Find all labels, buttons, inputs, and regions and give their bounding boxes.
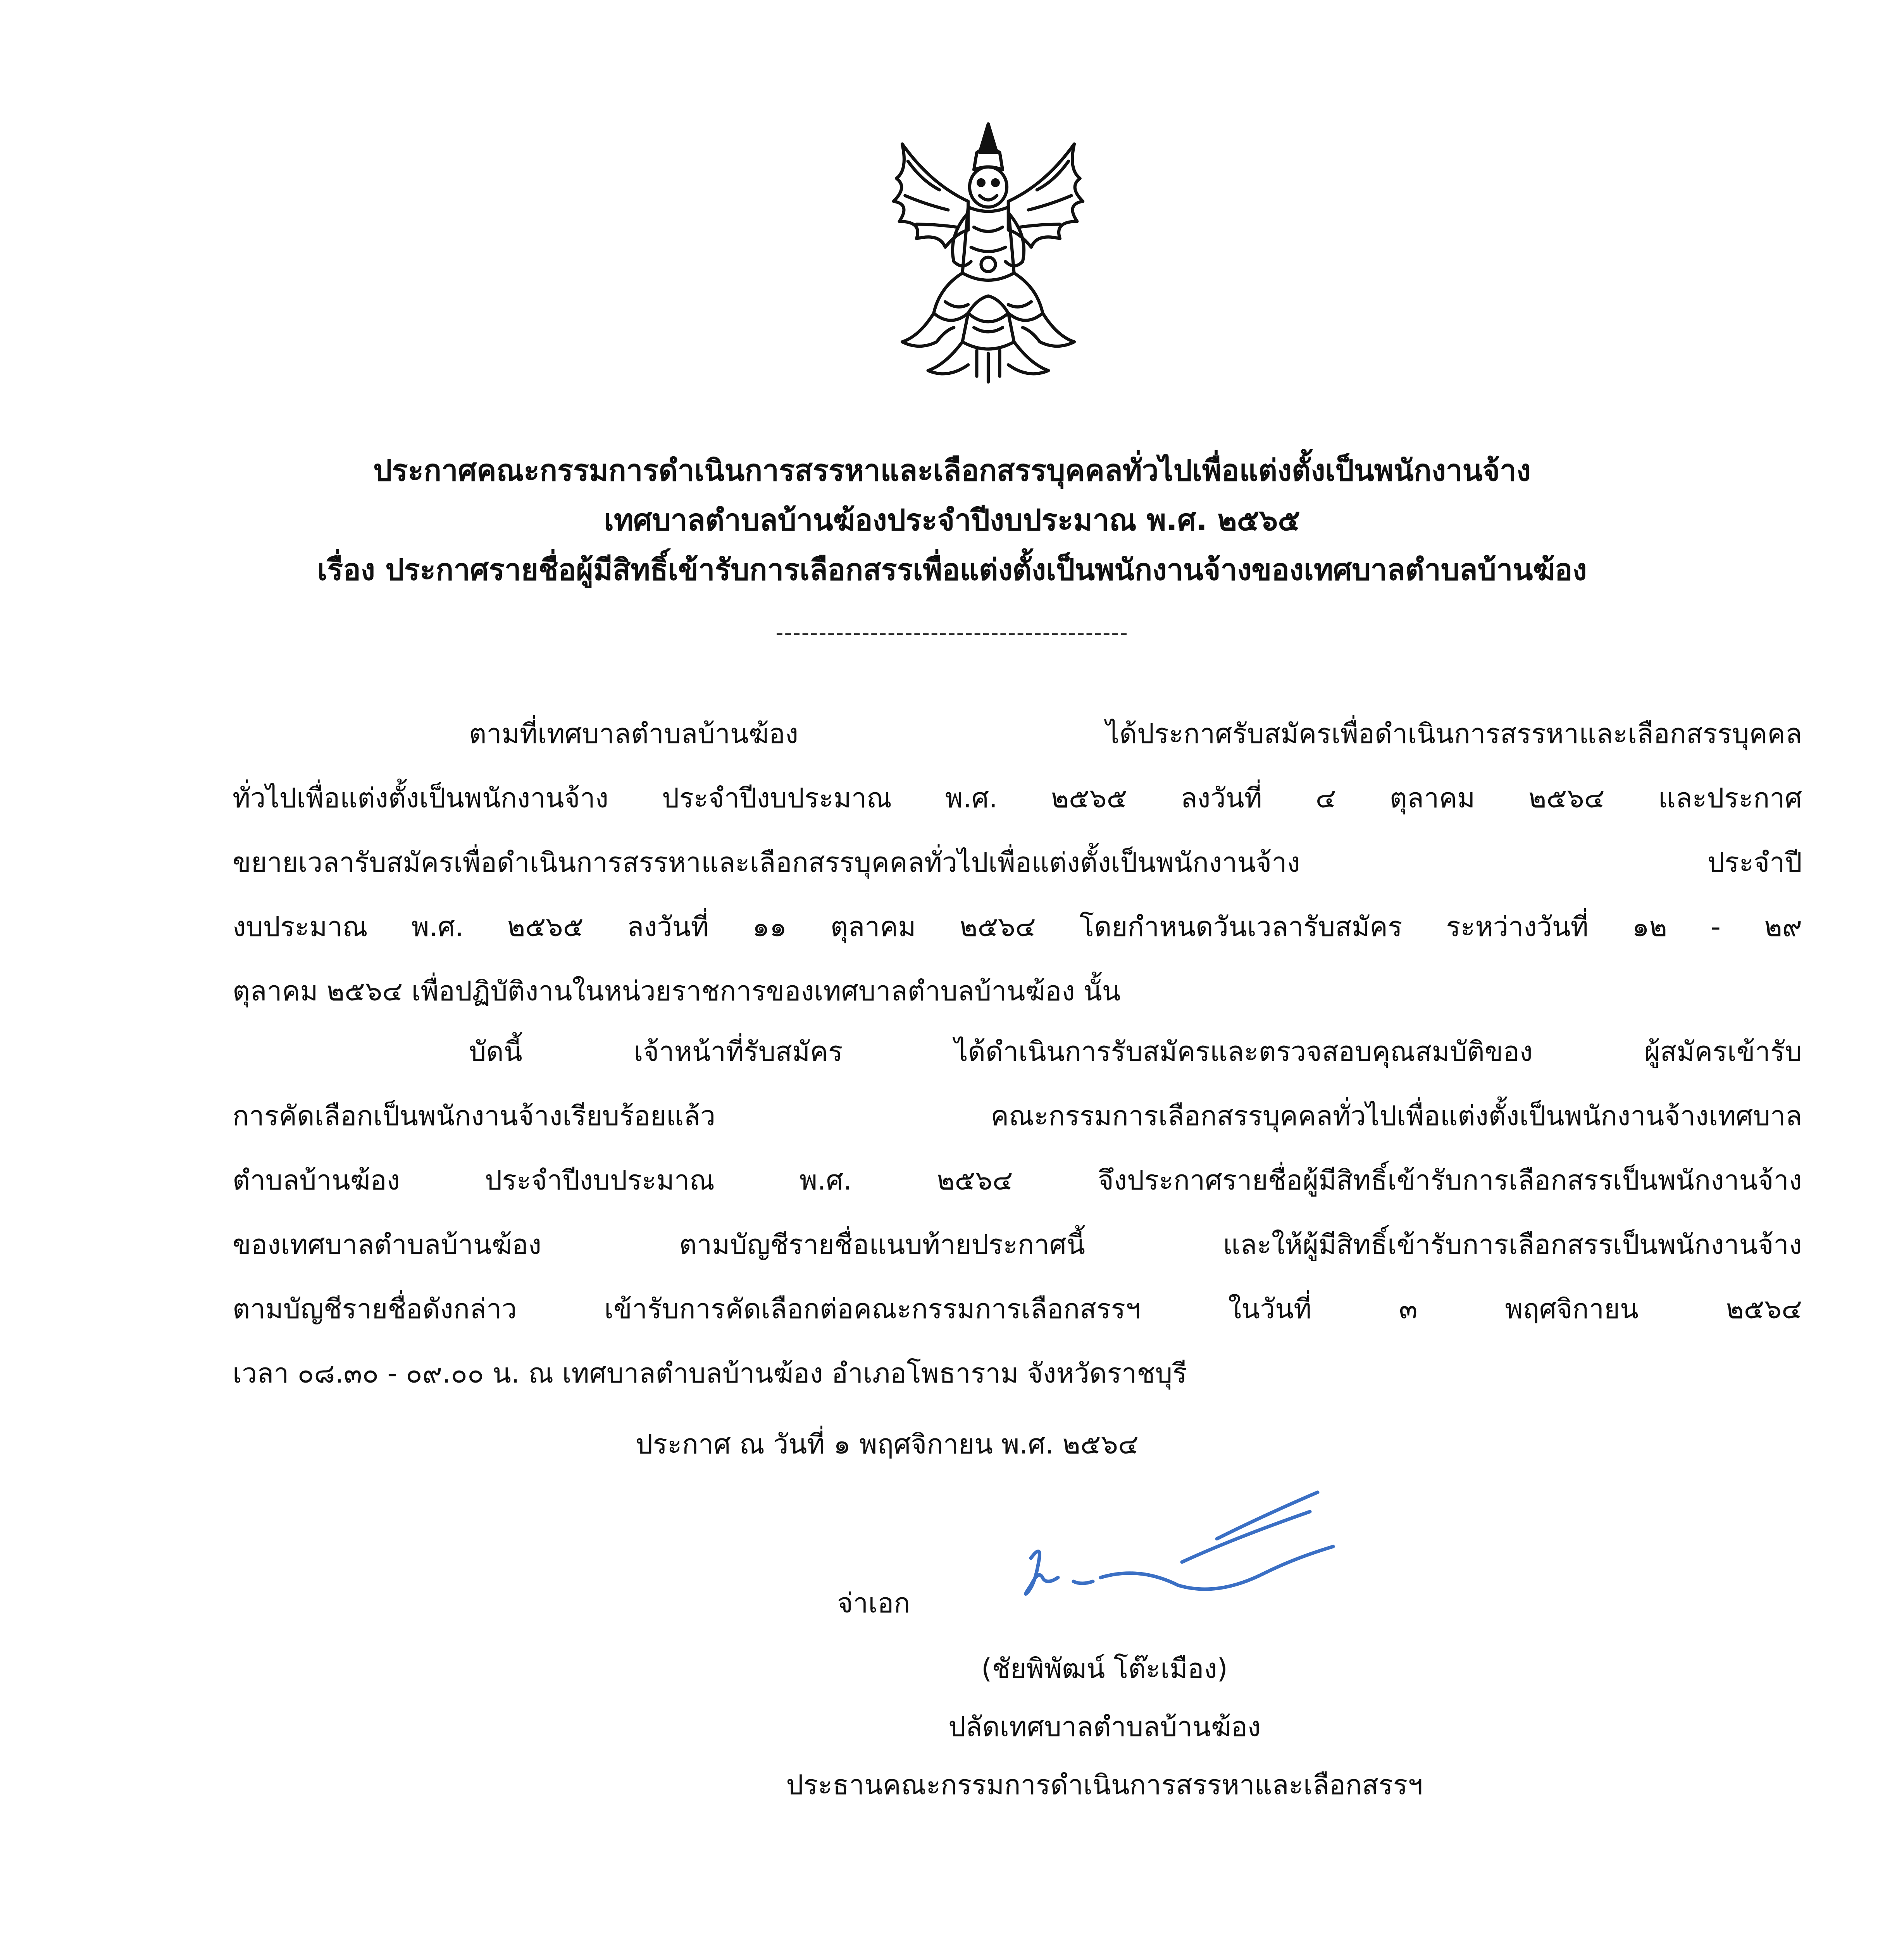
signer-position: ปลัดเทศบาลตำบลบ้านฆ้อง xyxy=(948,1711,1261,1743)
paragraph-2-line: ตามบัญชีรายชื่อดังกล่าว เข้ารับการคัดเลือกต่อคณะกรรมการเลือกสรรฯ ในวันที่ ๓ พฤศจิกายน ๒๕๖๔ xyxy=(233,1293,1802,1325)
title-line-2: เทศบาลตำบลบ้านฆ้องประจำปีงบประมาณ พ.ศ. ๒๕๖๕ xyxy=(604,503,1300,537)
signature-rank: จ่าเอก xyxy=(837,1587,910,1619)
announcement-title xyxy=(0,446,1904,595)
paragraph-2-line: บัดนี้ เจ้าหน้าที่รับสมัคร ได้ดำเนินการรับสมัครและตรวจสอบคุณสมบัติของ ผู้สมัครเข้ารับ xyxy=(469,1036,1802,1067)
signer-name: (ชัยพิพัฒน์ โต๊ะเมือง) xyxy=(981,1653,1228,1685)
title-line-3: เรื่อง ประกาศรายชื่อผู้มีสิทธิ์เข้ารับการเลือกสรรเพื่อแต่งตั้งเป็นพนักงานจ้างของเทศบาลตำบลบ้านฆ้อง xyxy=(317,552,1587,587)
paragraph-2 xyxy=(233,1019,1802,1405)
title-line-1: ประกาศคณะกรรมการดำเนินการสรรหาและเลือกสรรบุคคลทั่วไปเพื่อแต่งตั้งเป็นพนักงานจ้าง xyxy=(373,453,1531,488)
handwritten-signature xyxy=(1015,1469,1364,1624)
signer-block xyxy=(659,1640,1550,1814)
paragraph-1 xyxy=(233,702,1802,1023)
announcement-date: ประกาศ ณ วันที่ ๑ พฤศจิกายน พ.ศ. ๒๕๖๔ xyxy=(636,1428,1139,1460)
paragraph-1-line: ตุลาคม ๒๕๖๔ เพื่อปฏิบัติงานในหน่วยราชการของเทศบาลตำบลบ้านฆ้อง นั้น xyxy=(233,975,1121,1007)
title-separator: ----------------------------------------- xyxy=(775,620,1129,645)
paragraph-1-line: ตามที่เทศบาลตำบลบ้านฆ้อง ได้ประกาศรับสมัครเพื่อดำเนินการสรรหาและเลือกสรรบุคคล xyxy=(469,718,1802,750)
garuda-emblem-icon xyxy=(845,112,1132,399)
paragraph-2-line: เวลา ๐๘.๓๐ - ๐๙.๐๐ น. ณ เทศบาลตำบลบ้านฆ้อง อำเภอโพธาราม จังหวัดราชบุรี xyxy=(233,1357,1187,1389)
paragraph-2-line: การคัดเลือกเป็นพนักงานจ้างเรียบร้อยแล้ว คณะกรรมการเลือกสรรบุคคลทั่วไปเพื่อแต่งตั้งเป็นพนักงานจ้างเทศบาล xyxy=(233,1100,1802,1132)
paragraph-1-line: งบประมาณ พ.ศ. ๒๕๖๕ ลงวันที่ ๑๑ ตุลาคม ๒๕๖๔ โดยกำหนดวันเวลารับสมัคร ระหว่างวันที่ ๑๒ - ๒๙ xyxy=(233,911,1802,943)
paragraph-1-line: ขยายเวลารับสมัครเพื่อดำเนินการสรรหาและเลือกสรรบุคคลทั่วไปเพื่อแต่งตั้งเป็นพนักงานจ้าง ประจำปี xyxy=(233,847,1802,878)
paragraph-2-line: ของเทศบาลตำบลบ้านฆ้อง ตามบัญชีรายชื่อแนบท้ายประกาศนี้ และให้ผู้มีสิทธิ์เข้ารับการเลือกสรรเป็นพนักงานจ้าง xyxy=(233,1229,1802,1260)
paragraph-1-line: ทั่วไปเพื่อแต่งตั้งเป็นพนักงานจ้าง ประจำปีงบประมาณ พ.ศ. ๒๕๖๕ ลงวันที่ ๔ ตุลาคม ๒๕๖๔ และประกาศ xyxy=(233,782,1802,814)
signer-role: ประธานคณะกรรมการดำเนินการสรรหาและเลือกสรรฯ xyxy=(786,1769,1423,1801)
paragraph-2-line: ตำบลบ้านฆ้อง ประจำปีงบประมาณ พ.ศ. ๒๕๖๔ จึงประกาศรายชื่อผู้มีสิทธิ์เข้ารับการเลือกสรรเป็นพนักงานจ้าง xyxy=(233,1164,1802,1196)
